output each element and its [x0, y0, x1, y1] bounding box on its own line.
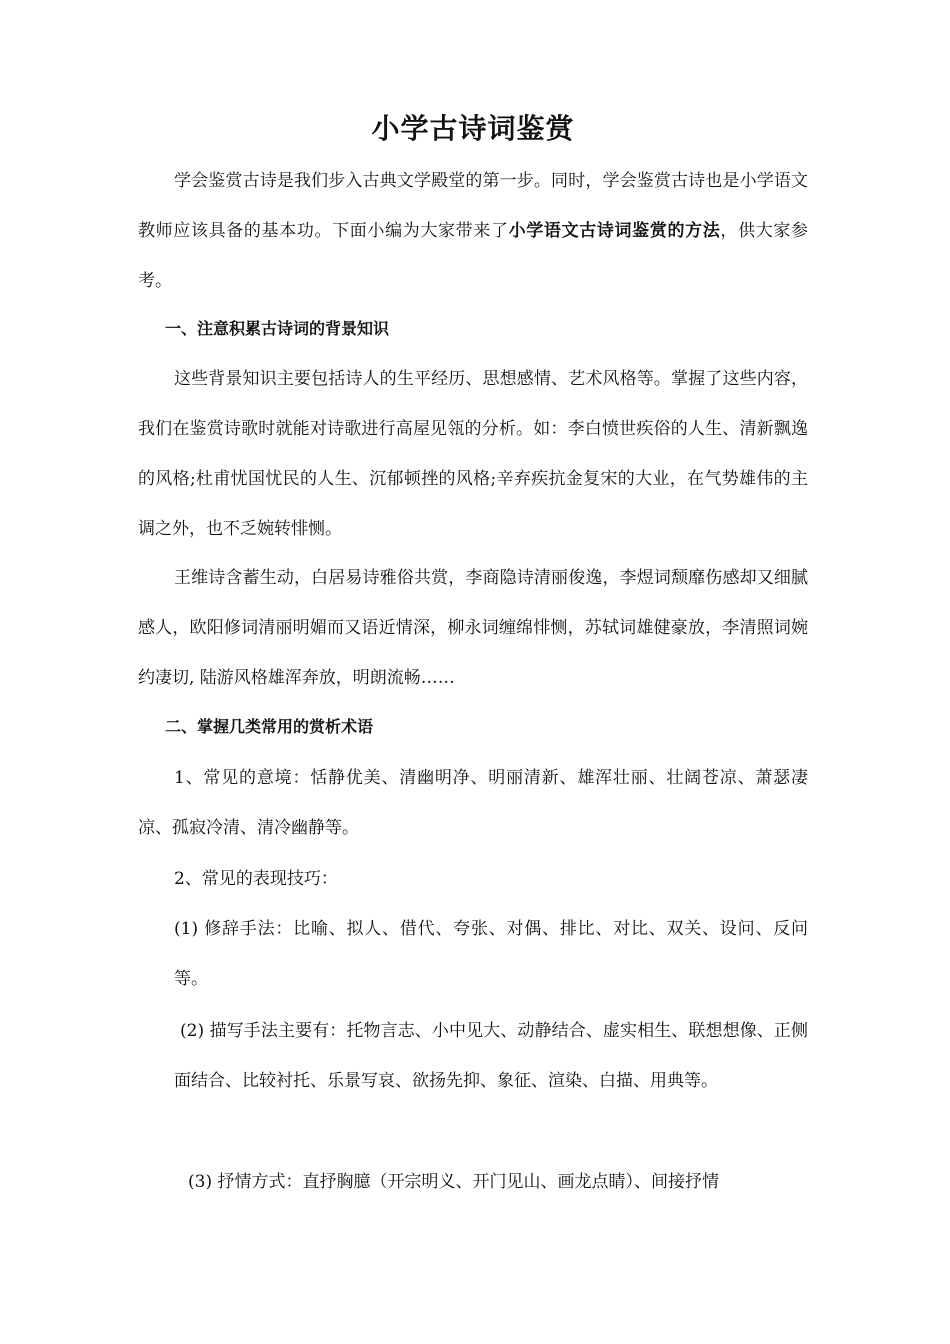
section2-heading: 二、掌握几类常用的赏析术语 — [165, 717, 374, 736]
intro-paragraph — [138, 156, 808, 306]
item-1-mood: 1、常见的意境：恬静优美、清幽明净、明丽清新、雄浑壮丽、壮阔苍凉、萧瑟凄凉、孤寂冷清、清冷幽静等。 — [138, 768, 808, 838]
sub-item-3-lyric: (3) 抒情方式：直抒胸臆（开宗明义、开门见山、画龙点睛）、间接抒情 — [188, 1172, 719, 1192]
sub-item-2-description: (2) 描写手法主要有：托物言志、小中见大、动静结合、虚实相生、联想想像、正侧面结合、比较衬托、乐景写哀、欲扬先抑、象征、渲染、白描、用典等。 — [174, 1021, 808, 1091]
intro-text-before: 学会鉴赏古诗是我们步入古典文学殿堂的第一步。同时，学会鉴赏古诗也是小学语文教师应该具备的基本功。下面小编为大家带来了 — [138, 171, 808, 241]
sub-item-1-rhetoric: (1) 修辞手法：比喻、拟人、借代、夸张、对偶、排比、对比、双关、设问、反问等。 — [174, 919, 808, 989]
intro-text-after: ，供大家参考。 — [138, 221, 809, 291]
intro-bold-text: 小学语文古诗词鉴赏的方法 — [508, 221, 721, 241]
item-2-techniques: 2、常见的表现技巧： — [174, 869, 338, 889]
section1-heading: 一、注意积累古诗词的背景知识 — [165, 319, 390, 338]
section1-paragraph-1: 这些背景知识主要包括诗人的生平经历、思想感情、艺术风格等。掌握了这些内容，我们在鉴赏诗歌时就能对诗歌进行高屋见瓴的分析。如：李白愤世疾俗的人生、清新飘逸的风格;杜甫忧国忧民的人生、沉郁顿挫的风格;辛弃疾抗金复宋的大业，在气势雄伟的主调之外，也不乏婉转悱恻。 — [138, 369, 808, 539]
document-title: 小学古诗词鉴赏 — [371, 112, 575, 145]
section1-paragraph-2: 王维诗含蓄生动，白居易诗雅俗共赏，李商隐诗清丽俊逸，李煜词颓靡伤感却又细腻感人，欧阳修词清丽明媚而又语近情深，柳永词缠绵悱恻，苏轼词雄健豪放，李清照词婉约凄切, 陆游风格雄浑奔放，明朗流畅…… — [138, 568, 808, 688]
